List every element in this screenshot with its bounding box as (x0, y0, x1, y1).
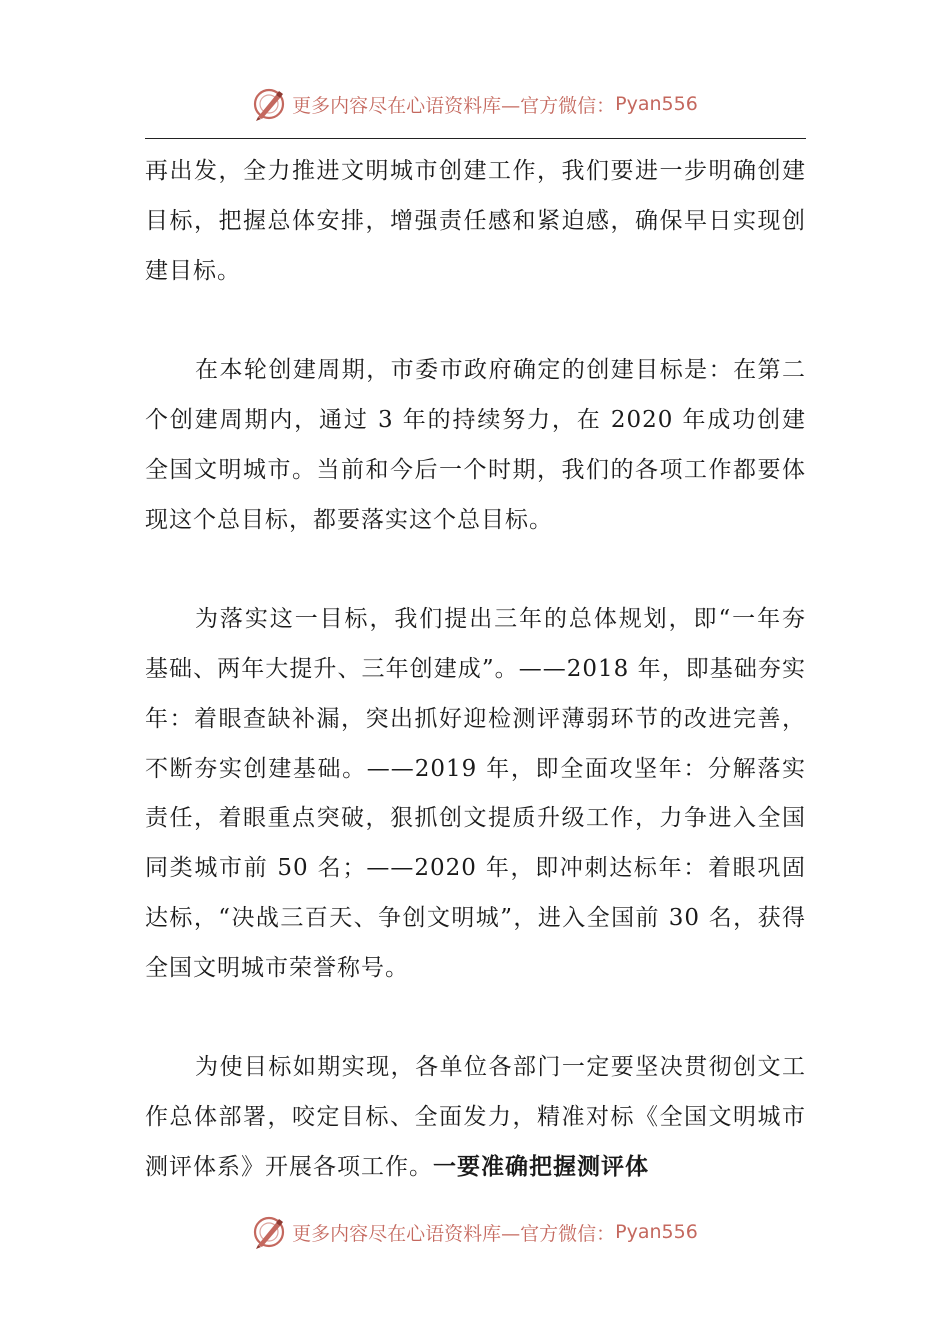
header-divider (145, 138, 806, 139)
pen-logo-icon (252, 87, 286, 121)
paragraph-gap (145, 994, 806, 1044)
document-body (145, 147, 806, 1193)
paragraph-4 (145, 1043, 806, 1192)
header-brand-text: 更多内容尽在心语资料库—官方微信： (292, 94, 616, 117)
page-footer (0, 1210, 950, 1254)
paragraph-2: 在本轮创建周期，市委市政府确定的创建目标是：在第二个创建周期内，通过 3 年的持续努力，在 2020 年成功创建全国文明城市。当前和今后一个时期，我们的各项工作都要体现这个总目标，都要落实这个总目标。 (145, 357, 806, 533)
paragraph-4-bold-text: 一要准确把握测评体 (433, 1153, 649, 1180)
footer-brand-id: Pyan556 (615, 1221, 698, 1243)
paragraph-1: 再出发，全力推进文明城市创建工作，我们要进一步明确创建目标，把握总体安排，增强责任感和紧迫感，确保早日实现创建目标。 (145, 158, 806, 284)
paragraph-3: 为落实这一目标，我们提出三年的总体规划，即“一年夯基础、两年大提升、三年创建成”。——2018 年，即基础夯实年：着眼查缺补漏，突出抓好迎检测评薄弱环节的改进完善，不断夯实创建基础。——2019 年，即全面攻坚年：分解落实责任，着眼重点突破，狠抓创文提质升级工作，力争进入全国同类城市前 50 名；——2020 年，即冲刺达标年：着眼巩固达标，“决战三百天、争创文明城”，进入全国前 30 名，获得全国文明城市荣誉称号。 (145, 606, 806, 981)
paragraph-gap (145, 296, 806, 346)
page-header (0, 82, 950, 126)
header-brand-id: Pyan556 (615, 93, 698, 115)
paragraph-gap (145, 545, 806, 595)
footer-brand-text: 更多内容尽在心语资料库—官方微信： (292, 1222, 616, 1245)
pen-logo-icon (252, 1215, 286, 1249)
paragraph-4-text: 为使目标如期实现，各单位各部门一定要坚决贯彻创文工作总体部署，咬定目标、全面发力，精准对标《全国文明城市测评体系》开展各项工作。 (145, 1054, 806, 1180)
